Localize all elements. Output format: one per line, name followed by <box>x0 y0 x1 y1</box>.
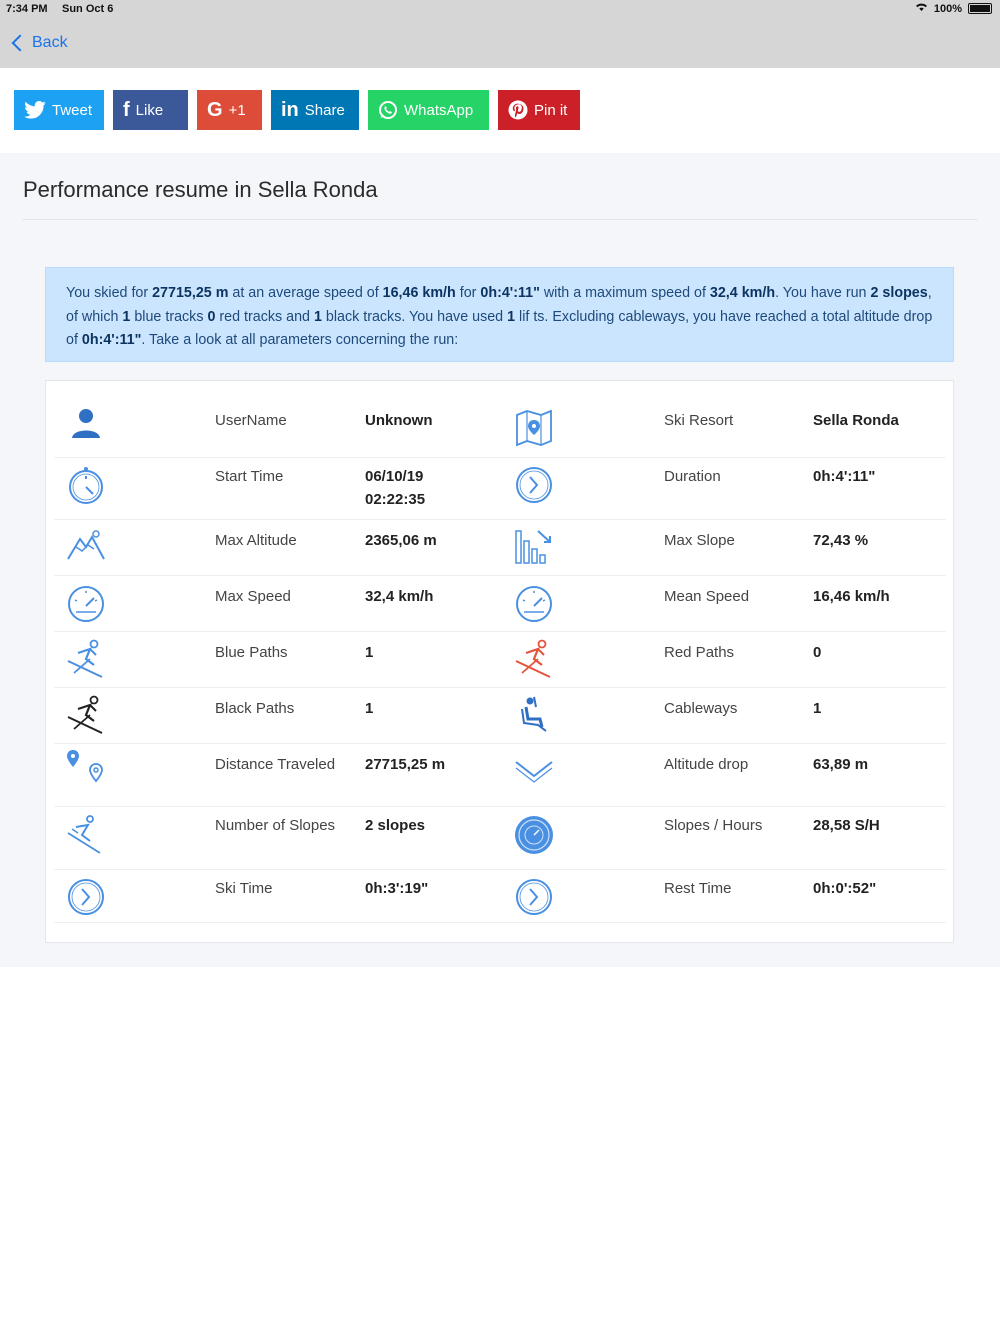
status-time: 7:34 PM <box>6 3 48 15</box>
tweet-label: Tweet <box>52 101 93 119</box>
battery-icon <box>968 3 992 14</box>
stat-label: Black Paths <box>215 700 295 717</box>
stat-label: Rest Time <box>664 880 732 897</box>
stat-value: 27715,25 m <box>365 756 446 773</box>
skier-red-icon <box>512 637 556 681</box>
stat-label: Red Paths <box>664 644 735 661</box>
slope-chart-icon <box>512 525 556 569</box>
speedometer-icon <box>64 582 108 626</box>
share-bar <box>14 90 580 130</box>
facebook-icon: f <box>123 98 130 121</box>
google-plus-icon: G <box>207 98 223 121</box>
back-button[interactable] <box>10 30 68 56</box>
map-pin-icon <box>512 406 556 450</box>
main-panel <box>0 153 1000 967</box>
clock-icon <box>512 875 556 919</box>
stat-label: Start Time <box>215 468 284 485</box>
pinterest-icon <box>508 100 528 120</box>
summary-black: 1 <box>313 308 322 325</box>
stat-label: Blue Paths <box>215 644 288 661</box>
summary-lifts: 1 <box>507 308 516 325</box>
skier-icon <box>64 813 108 857</box>
clock-icon <box>512 463 556 507</box>
page-title: Performance resume in Sella Ronda <box>23 177 378 202</box>
stat-label: Max Slope <box>664 532 735 549</box>
pin-it-button[interactable] <box>498 90 580 130</box>
stopwatch-icon <box>64 463 108 507</box>
linkedin-share-button[interactable] <box>271 90 359 130</box>
like-label: Like <box>135 101 164 119</box>
whatsapp-button[interactable] <box>368 90 489 130</box>
stat-label: Ski Resort <box>664 412 734 429</box>
linkedin-icon: in <box>281 98 299 121</box>
stat-label: UserName <box>215 412 287 429</box>
stat-value: 1 <box>365 644 374 661</box>
stat-label: Ski Time <box>215 880 273 897</box>
stat-value: 06/10/19 02:22:35 <box>365 468 426 508</box>
back-label: Back <box>32 34 68 51</box>
skier-black-icon <box>64 693 108 737</box>
chevron-down-icon <box>512 748 556 792</box>
stat-label: Max Speed <box>215 588 291 605</box>
stat-label: Max Altitude <box>215 532 297 549</box>
stat-value: 63,89 m <box>813 756 869 773</box>
summary-alert: You skied for 27715,25 m at an average speed of 16,46 km/h for 0h:4':11" with a maximum speed of 32,4 km/h. You have run 2 slopes, of which 1 blue tracks 0 red tracks and 1 black tracks. You have used 1 lif ts. Excluding cableways, you have reached a total altitude drop of 0h:4':11". Take a look at all parameters concerning the run: <box>45 267 954 362</box>
stat-value: 0h:3':19" <box>365 880 429 897</box>
stat-value: 2 slopes <box>365 817 426 834</box>
table-row <box>54 631 946 688</box>
status-indicators <box>915 2 992 15</box>
stat-label: Cableways <box>664 700 738 717</box>
stat-label: Mean Speed <box>664 588 750 605</box>
share-label: Share <box>304 101 345 119</box>
stat-label: Duration <box>664 468 721 485</box>
google-plus-label: +1 <box>228 101 246 119</box>
table-row <box>54 519 946 576</box>
stat-value: 28,58 S/H <box>813 817 880 834</box>
stats-table <box>45 380 954 943</box>
summary-duration: 0h:4':11" <box>480 285 540 301</box>
stat-value: 1 <box>365 700 374 717</box>
table-row <box>54 806 946 870</box>
table-row <box>54 743 946 807</box>
summary-max-speed: 32,4 km/h <box>709 285 776 301</box>
summary-slopes: 2 slopes <box>870 285 928 301</box>
stat-value: 0 <box>813 644 822 661</box>
stat-value: 32,4 km/h <box>365 588 434 605</box>
table-row <box>54 869 946 923</box>
speedometer-icon <box>512 582 556 626</box>
google-plus-button[interactable] <box>197 90 262 130</box>
summary-altitude-drop: 0h:4':11" <box>81 332 142 348</box>
battery-percent: 100% <box>933 2 962 15</box>
status-date: Sun Oct 6 <box>62 3 114 15</box>
chairlift-icon <box>512 693 556 737</box>
stat-label: Number of Slopes <box>215 817 336 834</box>
title-divider <box>22 219 978 220</box>
stat-value: Unknown <box>365 412 433 429</box>
whatsapp-label: WhatsApp <box>404 101 474 119</box>
gauge-icon <box>512 813 556 857</box>
twitter-icon <box>24 101 46 119</box>
summary-avg-speed: 16,46 km/h <box>382 285 456 301</box>
clock-icon <box>64 875 108 919</box>
stat-value: 1 <box>813 700 822 717</box>
summary-blue: 1 <box>122 308 131 325</box>
location-pins-icon <box>64 748 108 792</box>
user-icon <box>64 401 108 445</box>
mountain-icon <box>64 525 108 569</box>
skier-blue-icon <box>64 637 108 681</box>
stat-value: 0h:0':52" <box>813 880 877 897</box>
stat-value: 0h:4':11" <box>813 468 876 485</box>
summary-distance: 27715,25 m <box>152 285 229 301</box>
chevron-left-icon <box>12 35 29 52</box>
stat-label: Slopes / Hours <box>664 817 763 834</box>
summary-red: 0 <box>207 308 216 325</box>
whatsapp-icon <box>378 100 398 120</box>
stat-value: Sella Ronda <box>813 412 899 429</box>
like-button[interactable] <box>113 90 188 130</box>
stat-label: Distance Traveled <box>215 756 336 773</box>
table-row <box>54 687 946 744</box>
pin-it-label: Pin it <box>534 101 568 119</box>
stat-value: 72,43 % <box>813 532 869 549</box>
stat-label: Altitude drop <box>664 756 749 773</box>
table-row <box>54 457 946 520</box>
wifi-icon <box>915 2 928 15</box>
stat-value: 2365,06 m <box>365 532 437 549</box>
tweet-button[interactable] <box>14 90 104 130</box>
table-row <box>54 575 946 632</box>
top-bar <box>0 0 1000 68</box>
stat-value: 16,46 km/h <box>813 588 890 605</box>
table-row <box>54 381 946 458</box>
